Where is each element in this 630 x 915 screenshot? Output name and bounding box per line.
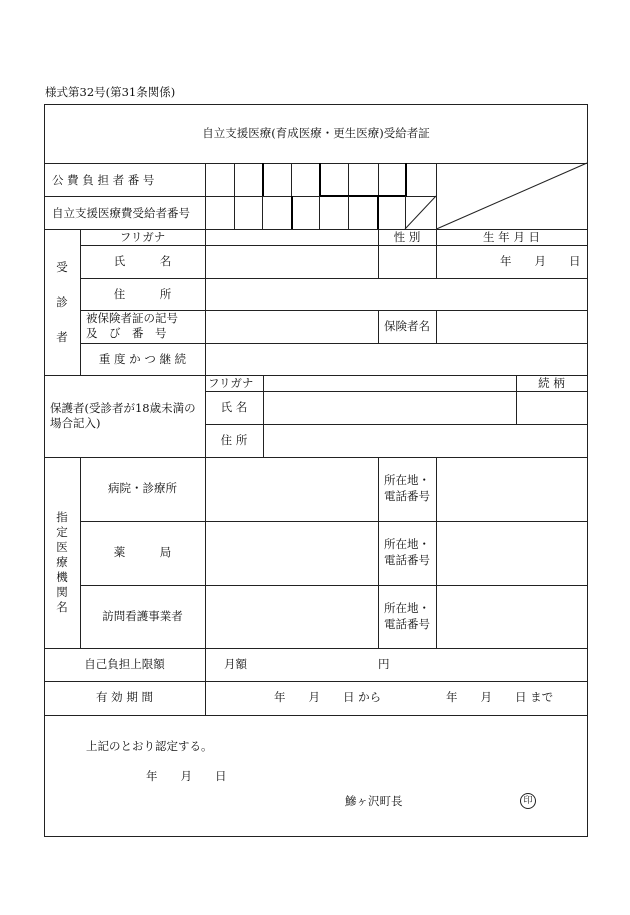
seal-mark [520, 793, 536, 809]
guardian-label-1: 保護者(受診者が18歳未満の [50, 401, 196, 415]
form-number: 様式第32号(第31条関係) [45, 85, 176, 99]
relationship-label: 続 柄 [538, 376, 565, 390]
insurance-card-label-2: 及 び 番 号 [86, 326, 167, 340]
nursing-label: 訪問看護事業者 [102, 609, 183, 623]
pharmacy-location-label-1: 所在地・ [384, 537, 430, 551]
validity-to: 年 月 日 まで [446, 690, 554, 704]
form-title: 自立支援医療(育成医療・更生医療)受給者証 [202, 126, 430, 140]
insurer-name-label: 保険者名 [384, 319, 430, 333]
hospital-location-label-2: 電話番号 [384, 489, 430, 503]
payer-number-label: 公 費 負 担 者 番 号 [52, 173, 155, 187]
guardian-name-label: 氏 名 [220, 400, 248, 414]
birthdate-label: 生 年 月 日 [483, 230, 540, 244]
certification-date: 年 月 日 [146, 769, 227, 783]
hospital-label: 病院・診療所 [108, 481, 177, 495]
seal-text: 印 [523, 796, 533, 806]
recipient-address-label: 住 所 [113, 287, 172, 301]
guardian-address-label: 住 所 [220, 433, 248, 447]
pharmacy-location-label-2: 電話番号 [384, 553, 430, 567]
copay-monthly: 月額 [224, 657, 247, 671]
certification-statement: 上記のとおり認定する。 [86, 739, 213, 753]
recipient-number-label: 自立支援医療費受給者番号 [52, 206, 190, 220]
guardian-label-2: 場合記入) [50, 416, 101, 430]
recipient-furigana-label: フリガナ [119, 230, 166, 244]
facility-label-4: 療 [56, 555, 68, 569]
pharmacy-label: 薬 局 [113, 545, 172, 559]
facility-label-6: 関 [56, 585, 68, 599]
hospital-location-label-1: 所在地・ [384, 473, 430, 487]
insurance-card-label-1: 被保険者証の記号 [86, 311, 178, 325]
sex-label: 性 別 [393, 230, 421, 244]
copay-label: 自己負担上限額 [84, 657, 165, 671]
facility-label-2: 定 [56, 525, 68, 539]
recipient-section-label-3: 者 [56, 330, 68, 344]
issuer-name: 鰺ヶ沢町長 [345, 794, 403, 808]
validity-from: 年 月 日 から [274, 690, 382, 704]
recipient-section-label-2: 診 [56, 295, 68, 309]
facility-label-7: 名 [56, 600, 68, 614]
nursing-location-label-1: 所在地・ [384, 601, 430, 615]
recipient-name-label: 氏 名 [113, 254, 172, 268]
severe-continuous-label: 重 度 か つ 継 続 [98, 352, 187, 366]
recipient-section-label-1: 受 [56, 260, 68, 274]
birthdate-fields: 年 月 日 [500, 254, 581, 268]
facility-label-5: 機 [56, 570, 68, 584]
nursing-location-label-2: 電話番号 [384, 617, 430, 631]
facility-label-3: 医 [56, 540, 68, 554]
guardian-furigana-label: フリガナ [208, 376, 254, 390]
facility-label-1: 指 [56, 510, 68, 524]
copay-yen: 円 [378, 657, 390, 671]
validity-label: 有 効 期 間 [96, 690, 153, 704]
